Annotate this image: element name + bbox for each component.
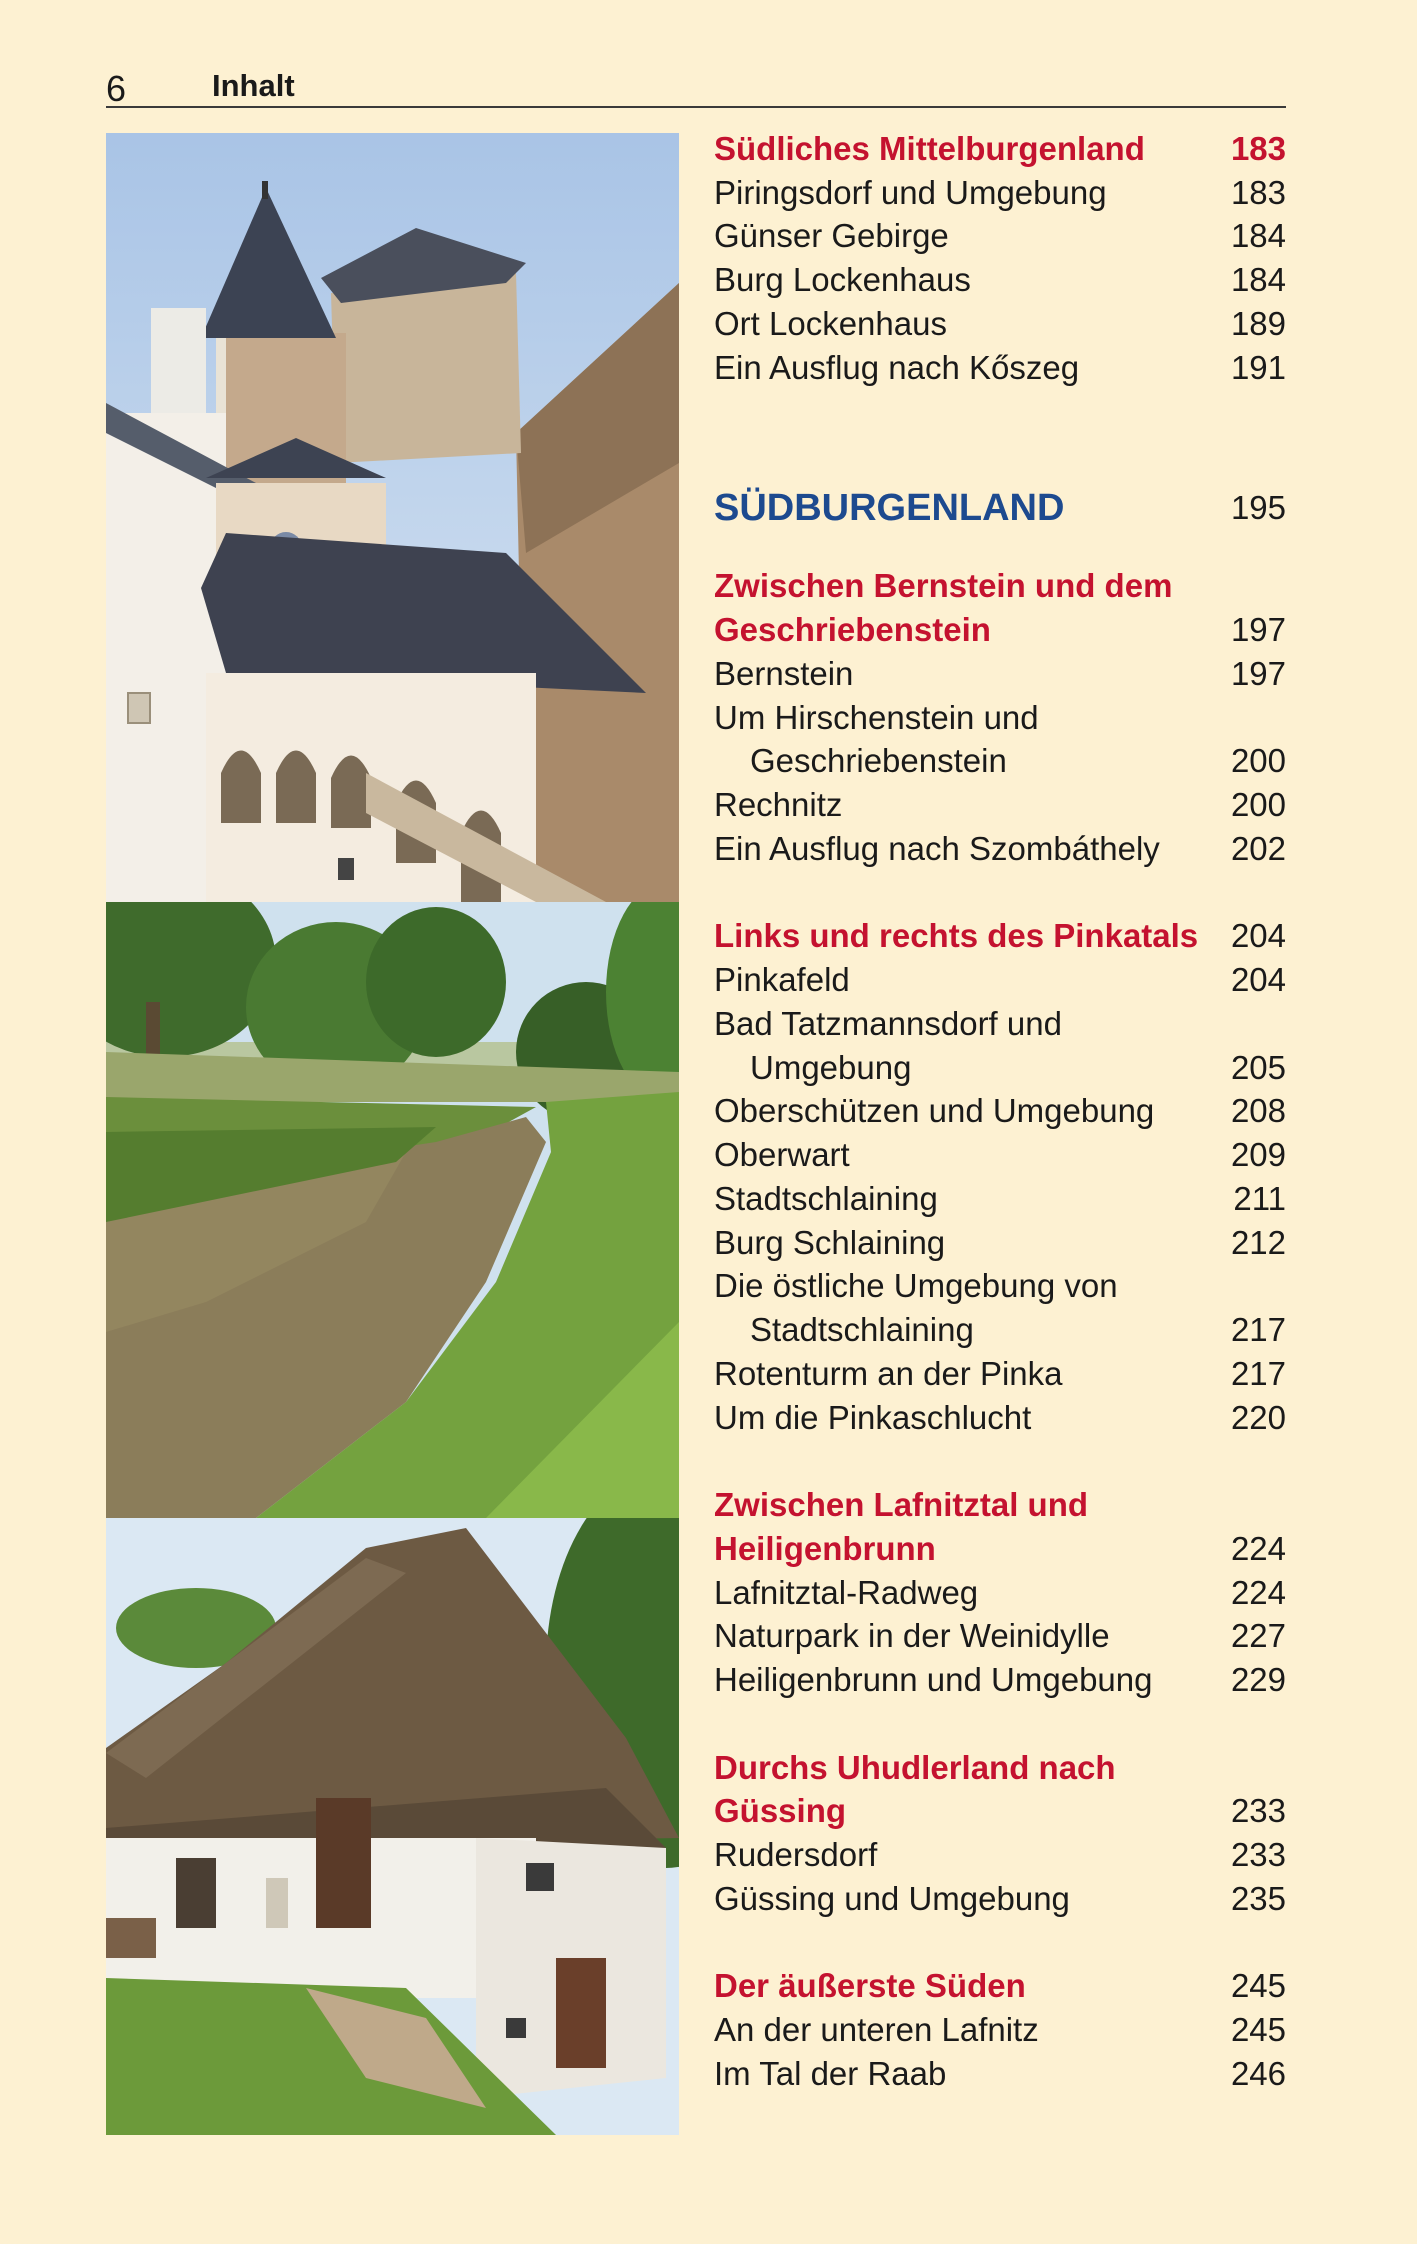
toc-entry-title: Günser Gebirge xyxy=(714,217,949,254)
toc-section[interactable] xyxy=(714,914,1286,958)
toc-entry[interactable] xyxy=(714,1221,1286,1265)
toc-entry[interactable] xyxy=(714,302,1286,346)
page-number: 6 xyxy=(106,68,127,109)
toc-entry[interactable] xyxy=(714,2052,1286,2096)
toc-page-number: 200 xyxy=(1230,742,1286,779)
toc-entry[interactable] xyxy=(714,1658,1286,1702)
toc-entry[interactable] xyxy=(714,214,1286,258)
toc-section[interactable] xyxy=(714,1483,1286,1527)
toc-section-title: Links und rechts des Pinkatals xyxy=(714,917,1199,954)
running-title: Inhalt xyxy=(212,68,295,103)
toc-entry-title: Burg Schlaining xyxy=(714,1224,946,1261)
toc-page-number: 233 xyxy=(1230,1836,1286,1873)
toc-page-number: 220 xyxy=(1230,1399,1286,1436)
toc-entry-title: Stadtschlaining xyxy=(714,1180,938,1217)
toc-entry[interactable] xyxy=(714,1833,1286,1877)
toc-entry-title: Heiligenbrunn und Umgebung xyxy=(714,1661,1153,1698)
toc-entry-title: Bad Tatzmannsdorf und xyxy=(714,1005,1062,1042)
toc-entry-title: Geschriebenstein xyxy=(750,742,1007,779)
toc-page-number: 191 xyxy=(1230,349,1286,386)
toc-entry-title: Ort Lockenhaus xyxy=(714,305,947,342)
toc-entry[interactable] xyxy=(714,1308,1286,1352)
toc-page-number: 208 xyxy=(1230,1092,1286,1129)
toc-page-number: 183 xyxy=(1230,174,1286,211)
toc-page-number: 195 xyxy=(1230,489,1286,526)
toc-entry-title: Ein Ausflug nach Szombáthely xyxy=(714,830,1160,867)
toc-entry-title: Bernstein xyxy=(714,655,854,692)
toc-page-number: 245 xyxy=(1230,1967,1286,2004)
toc-page-number: 204 xyxy=(1230,961,1286,998)
toc-entry[interactable] xyxy=(714,1002,1286,1046)
toc-entry[interactable] xyxy=(714,1352,1286,1396)
toc-page-number: 217 xyxy=(1230,1355,1286,1392)
toc-entry[interactable] xyxy=(714,258,1286,302)
toc-entry[interactable] xyxy=(714,2008,1286,2052)
toc-entry-title: Burg Lockenhaus xyxy=(714,261,971,298)
toc-section-title: Heiligenbrunn xyxy=(714,1530,936,1567)
toc-entry[interactable] xyxy=(714,958,1286,1002)
toc-entry-title: Die östliche Umgebung von xyxy=(714,1267,1118,1304)
toc-entry[interactable] xyxy=(714,1264,1286,1308)
toc-section[interactable] xyxy=(714,1527,1286,1571)
toc-section-title: Zwischen Bernstein und dem xyxy=(714,567,1173,604)
toc-page-number: 233 xyxy=(1230,1792,1286,1829)
page-header xyxy=(106,60,1286,108)
toc-entry-title: Rechnitz xyxy=(714,786,843,823)
toc-entry[interactable] xyxy=(714,1877,1286,1921)
toc-entry[interactable] xyxy=(714,171,1286,215)
toc-page-number: 202 xyxy=(1230,830,1286,867)
toc-entry[interactable] xyxy=(714,346,1286,390)
toc-entry-title: Piringsdorf und Umgebung xyxy=(714,174,1107,211)
toc-page-number: 205 xyxy=(1230,1049,1286,1086)
toc-page-number: 229 xyxy=(1230,1661,1286,1698)
toc-section-title: Güssing xyxy=(714,1792,847,1829)
toc-entry-title: Umgebung xyxy=(750,1049,912,1086)
toc-entry-title: Um die Pinkaschlucht xyxy=(714,1399,1032,1436)
toc-page-number: 197 xyxy=(1230,655,1286,692)
toc-section[interactable] xyxy=(714,608,1286,652)
toc-section-title: Zwischen Lafnitztal und xyxy=(714,1486,1089,1523)
farmhouse-photo xyxy=(106,1518,679,2135)
toc-section[interactable] xyxy=(714,1964,1286,2008)
toc-entry-title: Pinkafeld xyxy=(714,961,850,998)
photo-column xyxy=(106,133,679,2135)
toc-page-number: 212 xyxy=(1230,1224,1286,1261)
toc-section-title: Südliches Mittelburgenland xyxy=(714,130,1145,167)
toc-entry[interactable] xyxy=(714,1133,1286,1177)
toc-entry-title: An der unteren Lafnitz xyxy=(714,2011,1039,2048)
toc-region-title: SÜDBURGENLAND xyxy=(714,487,1065,529)
toc-entry-title: Güssing und Umgebung xyxy=(714,1880,1070,1917)
toc-page-number: 183 xyxy=(1230,130,1286,167)
toc-entry-title: Oberschützen und Umgebung xyxy=(714,1092,1155,1129)
toc-page-number: 246 xyxy=(1230,2055,1286,2092)
toc-section-title: Der äußerste Süden xyxy=(714,1967,1026,2004)
toc-page-number: 200 xyxy=(1230,786,1286,823)
toc-entry[interactable] xyxy=(714,652,1286,696)
toc-entry[interactable] xyxy=(714,1046,1286,1090)
toc-page-number: 197 xyxy=(1230,611,1286,648)
toc-region[interactable] xyxy=(714,484,1286,532)
toc-entry-title: Stadtschlaining xyxy=(750,1311,974,1348)
toc-section[interactable] xyxy=(714,1789,1286,1833)
toc-page-number: 217 xyxy=(1230,1311,1286,1348)
toc-page-number: 235 xyxy=(1230,1880,1286,1917)
toc-page-number: 224 xyxy=(1230,1530,1286,1567)
toc-entry[interactable] xyxy=(714,1177,1286,1221)
toc-entry-title: Naturpark in der Weinidylle xyxy=(714,1617,1110,1654)
toc-page-number: 227 xyxy=(1230,1617,1286,1654)
toc-page-number: 184 xyxy=(1230,217,1286,254)
toc-entry-title: Rotenturm an der Pinka xyxy=(714,1355,1063,1392)
toc-entry[interactable] xyxy=(714,696,1286,740)
toc-entry[interactable] xyxy=(714,827,1286,871)
toc-section-title: Durchs Uhudlerland nach xyxy=(714,1749,1116,1786)
river-photo xyxy=(106,902,679,1518)
toc-section-title: Geschriebenstein xyxy=(714,611,991,648)
toc-section[interactable] xyxy=(714,127,1286,171)
toc-entry[interactable] xyxy=(714,1089,1286,1133)
toc-page-number: 204 xyxy=(1230,917,1286,954)
toc-page-number: 211 xyxy=(1233,1180,1286,1217)
toc-entry[interactable] xyxy=(714,783,1286,827)
toc-section[interactable] xyxy=(714,1746,1286,1790)
toc-page-number: 189 xyxy=(1230,305,1286,342)
toc-page-number: 184 xyxy=(1230,261,1286,298)
toc-entry-title: Im Tal der Raab xyxy=(714,2055,947,2092)
toc-page-number: 245 xyxy=(1230,2011,1286,2048)
toc-entry-title: Rudersdorf xyxy=(714,1836,878,1873)
toc-page-number: 209 xyxy=(1230,1136,1286,1173)
toc-entry[interactable] xyxy=(714,739,1286,783)
toc-entry-title: Ein Ausflug nach Kőszeg xyxy=(714,349,1080,386)
toc-entry[interactable] xyxy=(714,1614,1286,1658)
toc-entry-title: Um Hirschenstein und xyxy=(714,699,1039,736)
toc-entry[interactable] xyxy=(714,1571,1286,1615)
toc-entry[interactable] xyxy=(714,1396,1286,1440)
toc-page-number: 224 xyxy=(1230,1574,1286,1611)
castle-photo xyxy=(106,133,679,902)
toc-entry-title: Lafnitztal-Radweg xyxy=(714,1574,979,1611)
toc-entry-title: Oberwart xyxy=(714,1136,850,1173)
toc-section[interactable] xyxy=(714,564,1286,608)
